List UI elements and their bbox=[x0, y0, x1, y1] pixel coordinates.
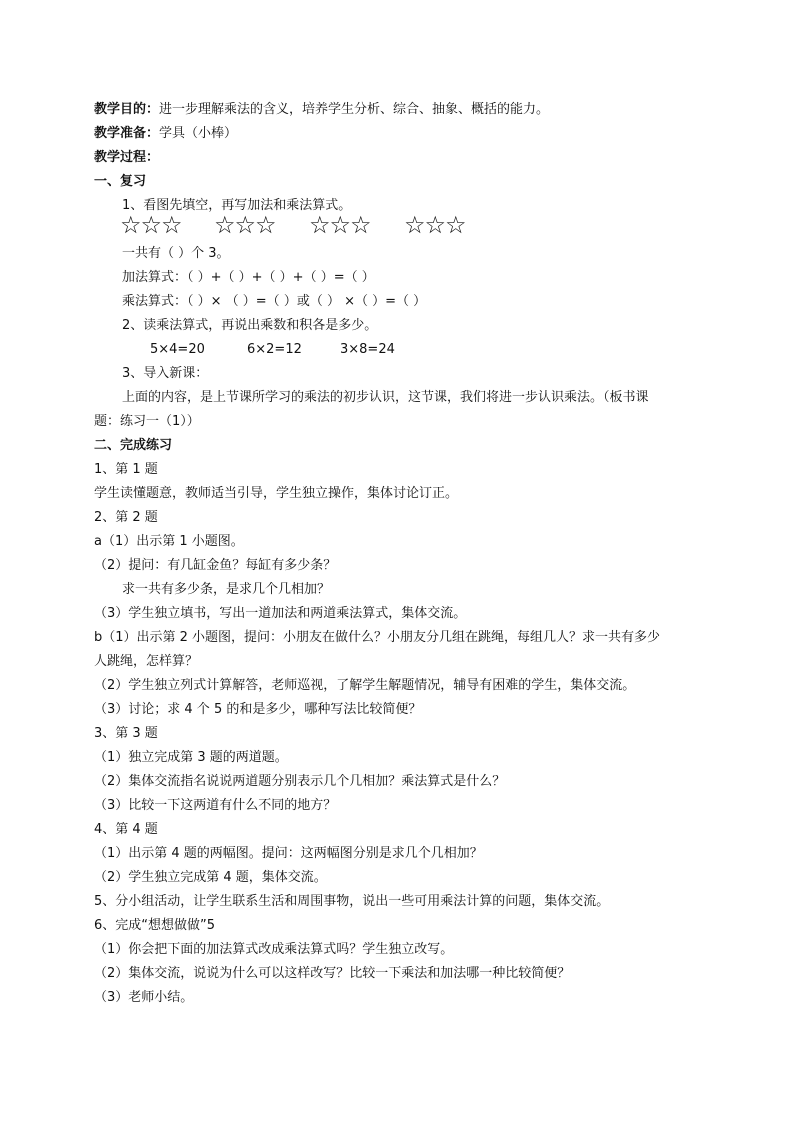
preparation-label: 教学准备： bbox=[94, 126, 160, 141]
addition-formula: 加法算式：（ ）+（ ）+（ ）+（ ）=（ ） bbox=[122, 270, 375, 285]
practice-line: 求一共有多少条，是求几个几相加？ bbox=[122, 582, 331, 597]
objective-label: 教学目的： bbox=[94, 102, 160, 117]
process-heading: 教学过程： bbox=[94, 150, 160, 165]
practice-line: （3）学生独立填书，写出一道加法和两道乘法算式，集体交流。 bbox=[94, 606, 467, 621]
practice-line: （3）比较一下这两道有什么不同的地方？ bbox=[94, 798, 337, 813]
practice-line: 6、完成“想想做做”5 bbox=[94, 918, 216, 933]
review-item-3: 3、导入新课： bbox=[122, 366, 209, 381]
star-group-4: ☆☆☆ bbox=[404, 211, 466, 239]
star-group-1: ☆☆☆ bbox=[120, 211, 182, 239]
practice-line: （1）出示第 4 题的两幅图。提问：这两幅图分别是求几个几相加？ bbox=[94, 846, 483, 861]
section-practice-heading: 二、完成练习 bbox=[94, 438, 173, 453]
practice-line: 5、分小组活动，让学生联系生活和周围事物，说出一些可用乘法计算的问题，集体交流。 bbox=[94, 894, 610, 909]
practice-line: （2）学生独立列式计算解答，老师巡视，了解学生解题情况，辅导有困难的学生，集体交流。 bbox=[94, 678, 636, 693]
star-group-3: ☆☆☆ bbox=[309, 211, 371, 239]
practice-line: （3）讨论；求 4 个 5 的和是多少，哪种写法比较简便？ bbox=[94, 702, 422, 717]
equation-1: 5×4=20 bbox=[150, 342, 205, 357]
practice-line: 3、第 3 题 bbox=[94, 726, 158, 741]
total-question: 一共有（ ）个 3。 bbox=[122, 246, 230, 261]
practice-line: b（1）出示第 2 小题图，提问：小朋友在做什么？小朋友分几组在跳绳，每组几人？求一共有多少 bbox=[94, 630, 661, 645]
objective-text: 进一步理解乘法的含义，培养学生分析、综合、抽象、概括的能力。 bbox=[159, 102, 550, 117]
preparation-text: 学具（小棒） bbox=[159, 126, 238, 141]
practice-line: （2）学生独立完成第 4 题，集体交流。 bbox=[94, 870, 327, 885]
review-item-2: 2、读乘法算式，再说出乘数和积各是多少。 bbox=[122, 318, 378, 333]
practice-line: （2）集体交流指名说说两道题分别表示几个几相加？乘法算式是什么？ bbox=[94, 774, 506, 789]
practice-line: （1）独立完成第 3 题的两道题。 bbox=[94, 750, 288, 765]
multiplication-formula: 乘法算式：（ ）× （ ）=（ ）或（ ） ×（ ）=（ ） bbox=[122, 294, 427, 309]
practice-line: （3）老师小结。 bbox=[94, 990, 194, 1005]
teaching-preparation bbox=[94, 124, 714, 144]
intro-text-line-2: 题：练习一（1）） bbox=[94, 414, 200, 429]
intro-text-line-1: 上面的内容，是上节课所学习的乘法的初步认识，这节课，我们将进一步认识乘法。（板书课 bbox=[122, 390, 649, 405]
teaching-objective bbox=[94, 100, 714, 120]
practice-line: a（1）出示第 1 小题图。 bbox=[94, 534, 244, 549]
review-item-1: 1、看图先填空，再写加法和乘法算式。 bbox=[122, 198, 352, 213]
practice-line: （2）集体交流，说说为什么可以这样改写？比较一下乘法和加法哪一种比较简便？ bbox=[94, 966, 571, 981]
practice-line: （1）你会把下面的加法算式改成乘法算式吗？学生独立改写。 bbox=[94, 942, 454, 957]
practice-line: 人跳绳，怎样算？ bbox=[94, 654, 199, 669]
practice-line: 4、第 4 题 bbox=[94, 822, 158, 837]
practice-line: 1、第 1 题 bbox=[94, 462, 158, 477]
star-group-2: ☆☆☆ bbox=[214, 211, 276, 239]
equation-2: 6×2=12 bbox=[247, 342, 302, 357]
equation-3: 3×8=24 bbox=[340, 342, 395, 357]
practice-line: 学生读懂题意，教师适当引导，学生独立操作，集体讨论订正。 bbox=[94, 486, 459, 501]
practice-line: 2、第 2 题 bbox=[94, 510, 158, 525]
practice-line: （2）提问：有几缸金鱼？每缸有多少条？ bbox=[94, 558, 337, 573]
section-review-heading: 一、复习 bbox=[94, 174, 147, 189]
